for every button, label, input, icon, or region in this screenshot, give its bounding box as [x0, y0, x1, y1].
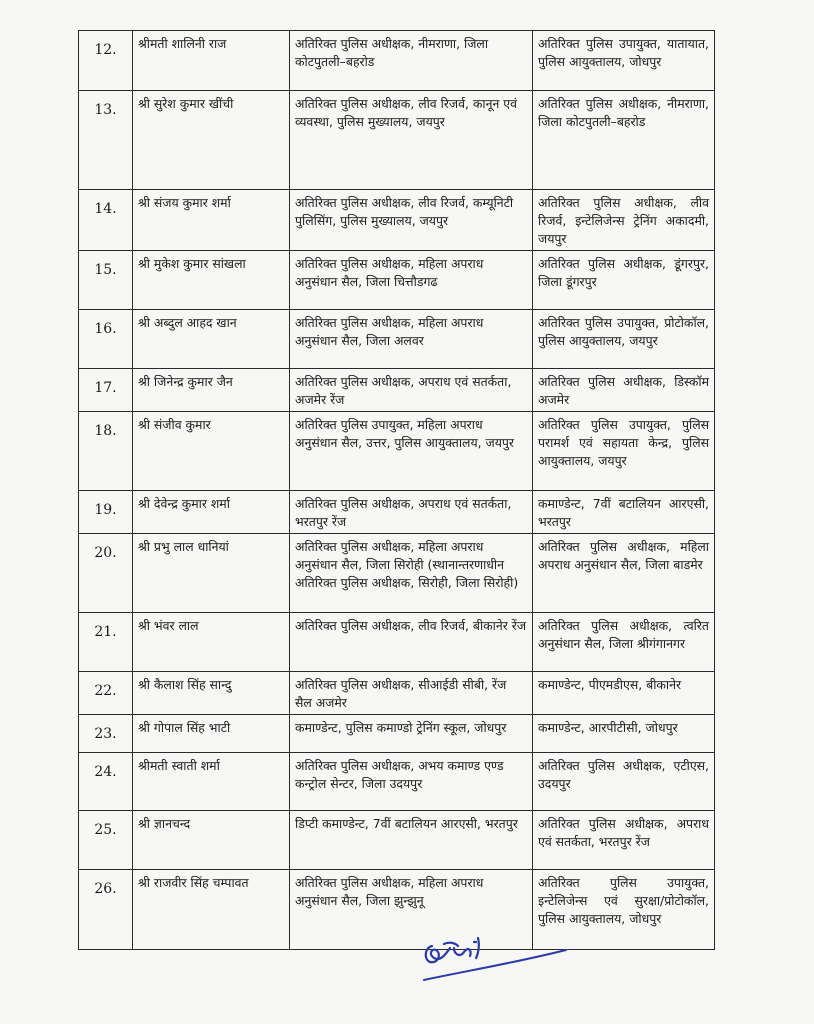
serial-number: 12. — [79, 31, 133, 91]
table-row — [79, 369, 715, 412]
new-posting: अतिरिक्त पुलिस अधीक्षक, त्वरित अनुसंधान सैल, जिला श्रीगंगानगर — [533, 613, 715, 672]
new-posting: अतिरिक्त पुलिस उपायुक्त, प्रोटोकॉल, पुलिस आयुक्तालय, जयपुर — [533, 310, 715, 369]
new-posting: अतिरिक्त पुलिस अधीक्षक, एटीएस, उदयपुर — [533, 753, 715, 811]
serial-number: 24. — [79, 753, 133, 811]
new-posting: अतिरिक्त पुलिस अधीक्षक, महिला अपराध अनुसंधान सैल, जिला बाडमेर — [533, 534, 715, 613]
serial-number: 25. — [79, 811, 133, 870]
transfer-table — [78, 30, 715, 950]
signature — [420, 928, 570, 988]
officer-name: श्री अब्दुल आहद खान — [133, 310, 290, 369]
table-row — [79, 412, 715, 491]
serial-number: 19. — [79, 491, 133, 534]
serial-number: 20. — [79, 534, 133, 613]
serial-number: 15. — [79, 251, 133, 310]
new-posting: अतिरिक्त पुलिस अधीक्षक, लीव रिजर्व, इन्टेलिजेन्स ट्रेनिंग अकादमी, जयपुर — [533, 190, 715, 251]
current-posting: अतिरिक्त पुलिस अधीक्षक, महिला अपराध अनुसंधान सैल, जिला झुन्झुनू — [290, 870, 533, 950]
officer-name: श्री ज्ञानचन्द — [133, 811, 290, 870]
table-row — [79, 31, 715, 91]
serial-number: 14. — [79, 190, 133, 251]
officer-name: श्रीमती स्वाती शर्मा — [133, 753, 290, 811]
table-row — [79, 491, 715, 534]
table-row — [79, 753, 715, 811]
transfer-list-sheet — [78, 30, 714, 950]
current-posting: अतिरिक्त पुलिस अधीक्षक, नीमराणा, जिला कोटपुतली–बहरोड — [290, 31, 533, 91]
new-posting: अतिरिक्त पुलिस उपायुक्त, यातायात, पुलिस आयुक्तालय, जोधपुर — [533, 31, 715, 91]
current-posting: अतिरिक्त पुलिस अधीक्षक, महिला अपराध अनुसंधान सैल, जिला चित्तौडगढ — [290, 251, 533, 310]
current-posting: कमाण्डेन्ट, पुलिस कमाण्डो ट्रेनिंग स्कूल, जोधपुर — [290, 715, 533, 753]
current-posting: अतिरिक्त पुलिस अधीक्षक, अपराध एवं सतर्कता, अजमेर रेंज — [290, 369, 533, 412]
new-posting: कमाण्डेन्ट, 7वीं बटालियन आरएसी, भरतपुर — [533, 491, 715, 534]
serial-number: 26. — [79, 870, 133, 950]
officer-name: श्रीमती शालिनी राज — [133, 31, 290, 91]
new-posting: अतिरिक्त पुलिस उपायुक्त, इन्टेलिजेन्स एवं सुरक्षा/प्रोटोकॉल, पुलिस आयुक्तालय, जोधपुर — [533, 870, 715, 950]
new-posting: अतिरिक्त पुलिस उपायुक्त, पुलिस परामर्श एवं सहायता केन्द्र, पुलिस आयुक्तालय, जयपुर — [533, 412, 715, 491]
serial-number: 16. — [79, 310, 133, 369]
table-row — [79, 251, 715, 310]
new-posting: अतिरिक्त पुलिस अधीक्षक, डिस्कॉम अजमेर — [533, 369, 715, 412]
current-posting: अतिरिक्त पुलिस अधीक्षक, लीव रिजर्व, बीकानेर रेंज — [290, 613, 533, 672]
current-posting: डिप्टी कमाण्डेन्ट, 7वीं बटालियन आरएसी, भरतपुर — [290, 811, 533, 870]
current-posting: अतिरिक्त पुलिस अधीक्षक, महिला अपराध अनुसंधान सैल, जिला अलवर — [290, 310, 533, 369]
officer-name: श्री राजवीर सिंह चम्पावत — [133, 870, 290, 950]
officer-name: श्री कैलाश सिंह सान्दु — [133, 672, 290, 715]
current-posting: अतिरिक्त पुलिस अधीक्षक, लीव रिजर्व, कानून एवं व्यवस्था, पुलिस मुख्यालय, जयपुर — [290, 91, 533, 190]
officer-name: श्री प्रभु लाल धानियां — [133, 534, 290, 613]
new-posting: कमाण्डेन्ट, आरपीटीसी, जोधपुर — [533, 715, 715, 753]
table-row — [79, 672, 715, 715]
serial-number: 23. — [79, 715, 133, 753]
officer-name: श्री संजय कुमार शर्मा — [133, 190, 290, 251]
table-row — [79, 870, 715, 950]
table-row — [79, 811, 715, 870]
table-row — [79, 715, 715, 753]
current-posting: अतिरिक्त पुलिस अधीक्षक, अपराध एवं सतर्कता, भरतपुर रेंज — [290, 491, 533, 534]
table-row — [79, 534, 715, 613]
table-row — [79, 190, 715, 251]
officer-name: श्री मुकेश कुमार सांखला — [133, 251, 290, 310]
officer-name: श्री देवेन्द्र कुमार शर्मा — [133, 491, 290, 534]
table-row — [79, 91, 715, 190]
officer-name: श्री भंवर लाल — [133, 613, 290, 672]
serial-number: 17. — [79, 369, 133, 412]
current-posting: अतिरिक्त पुलिस अधीक्षक, सीआईडी सीबी, रेंज सैल अजमेर — [290, 672, 533, 715]
officer-name: श्री संजीव कुमार — [133, 412, 290, 491]
officer-name: श्री जिनेन्द्र कुमार जैन — [133, 369, 290, 412]
new-posting: कमाण्डेन्ट, पीएमडीएस, बीकानेर — [533, 672, 715, 715]
new-posting: अतिरिक्त पुलिस अधीक्षक, नीमराणा, जिला कोटपुतली–बहरोड — [533, 91, 715, 190]
new-posting: अतिरिक्त पुलिस अधीक्षक, डूंगरपुर, जिला डूंगरपुर — [533, 251, 715, 310]
current-posting: अतिरिक्त पुलिस अधीक्षक, अभय कमाण्ड एण्ड कन्ट्रोल सेन्टर, जिला उदयपुर — [290, 753, 533, 811]
serial-number: 13. — [79, 91, 133, 190]
serial-number: 22. — [79, 672, 133, 715]
officer-name: श्री गोपाल सिंह भाटी — [133, 715, 290, 753]
serial-number: 18. — [79, 412, 133, 491]
current-posting: अतिरिक्त पुलिस अधीक्षक, लीव रिजर्व, कम्यूनिटी पुलिसिंग, पुलिस मुख्यालय, जयपुर — [290, 190, 533, 251]
table-row — [79, 613, 715, 672]
new-posting: अतिरिक्त पुलिस अधीक्षक, अपराध एवं सतर्कता, भरतपुर रेंज — [533, 811, 715, 870]
current-posting: अतिरिक्त पुलिस उपायुक्त, महिला अपराध अनुसंधान सैल, उत्तर, पुलिस आयुक्तालय, जयपुर — [290, 412, 533, 491]
officer-name: श्री सुरेश कुमार खींची — [133, 91, 290, 190]
current-posting: अतिरिक्त पुलिस अधीक्षक, महिला अपराध अनुसंधान सैल, जिला सिरोही (स्थानान्तरणाधीन अतिरिक्त पुलिस अधीक्षक, सिरोही, जिला सिरोही) — [290, 534, 533, 613]
serial-number: 21. — [79, 613, 133, 672]
table-row — [79, 310, 715, 369]
